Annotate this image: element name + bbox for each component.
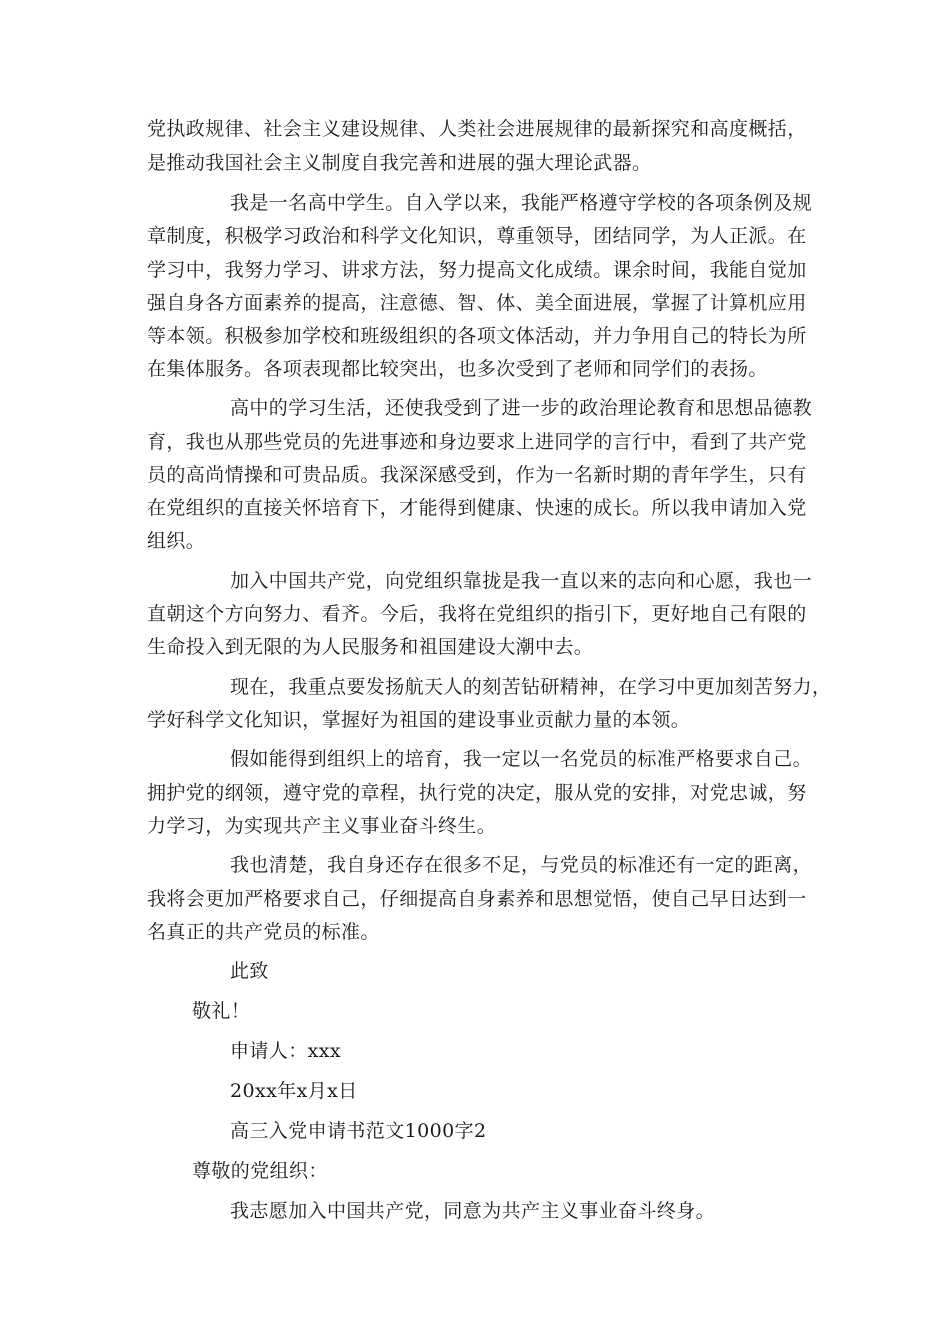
paragraph-first-line: 现在，我重点要发扬航天人的刻苦钻研精神，在学习中更加刻苦努力， xyxy=(230,676,832,698)
paragraph-first-line: 我是一名高中学生。自入学以来，我能严格遵守学校的各项条例及规 xyxy=(230,192,813,214)
paragraph-first-line: 我也清楚，我自身还存在很多不足，与党员的标准还有一定的距离， xyxy=(230,854,813,876)
paragraph-first-line: 加入中国共产党，向党组织靠拢是我一直以来的志向和心愿，我也一 xyxy=(230,570,813,592)
application-date: 20xx年x月x日 xyxy=(230,1080,358,1102)
text-line: 学习中，我努力学习、讲求方法，努力提高文化成绩。课余时间，我能自觉加 xyxy=(147,259,807,281)
text-line: 拥护党的纲领，遵守党的章程，执行党的决定，服从党的安排，对党忠诚，努 xyxy=(147,782,807,804)
text-line: 章制度，积极学习政治和科学文化知识，尊重领导，团结同学，为人正派。在 xyxy=(147,225,807,247)
text-line: 等本领。积极参加学校和班级组织的各项文体活动，并力争用自己的特长为所 xyxy=(147,325,807,347)
text-line: 组织。 xyxy=(147,530,206,552)
text-line: 我将会更加严格要求自己，仔细提高自身素养和思想觉悟，使自己早日达到一 xyxy=(147,888,807,910)
paragraph-first-line: 高中的学习生活，还使我受到了进一步的政治理论教育和思想品德教 xyxy=(230,397,813,419)
text-line: 学好科学文化知识，掌握好为祖国的建设事业贡献力量的本领。 xyxy=(147,709,691,731)
text-line: 在党组织的直接关怀培育下，才能得到健康、快速的成长。所以我申请加入党 xyxy=(147,497,807,519)
text-line: 是推动我国社会主义制度自我完善和进展的强大理论武器。 xyxy=(147,152,652,174)
text-line: 育，我也从那些党员的先进事迹和身边要求上进同学的言行中，看到了共产党 xyxy=(147,431,807,453)
text-line: 员的高尚情操和可贵品质。我深深感受到，作为一名新时期的青年学生，只有 xyxy=(147,464,807,486)
text-line: 生命投入到无限的为人民服务和祖国建设大潮中去。 xyxy=(147,636,594,658)
text-line: 党执政规律、社会主义建设规律、人类社会进展规律的最新探究和高度概括， xyxy=(147,118,807,140)
text-line: 在集体服务。各项表现都比较突出，也多次受到了老师和同学们的表扬。 xyxy=(147,358,768,380)
section-title: 高三入党申请书范文1000字2 xyxy=(230,1120,487,1142)
closing-salutation: 此致 xyxy=(230,960,269,982)
paragraph-first-line: 我志愿加入中国共产党，同意为共产主义事业奋斗终身。 xyxy=(230,1200,716,1222)
letter-greeting: 尊敬的党组织： xyxy=(192,1160,328,1182)
text-line: 直朝这个方向努力、看齐。今后，我将在党组织的指引下，更好地自己有限的 xyxy=(147,603,807,625)
applicant-signature: 申请人：xxx xyxy=(230,1040,341,1062)
closing-regards: 敬礼！ xyxy=(192,1000,251,1022)
text-line: 强自身各方面素养的提高，注意德、智、体、美全面进展，掌握了计算机应用 xyxy=(147,292,807,314)
paragraph-first-line: 假如能得到组织上的培育，我一定以一名党员的标准严格要求自己。 xyxy=(230,748,813,770)
text-line: 力学习，为实现共产主义事业奋斗终生。 xyxy=(147,815,497,837)
text-line: 名真正的共产党员的标准。 xyxy=(147,921,380,943)
